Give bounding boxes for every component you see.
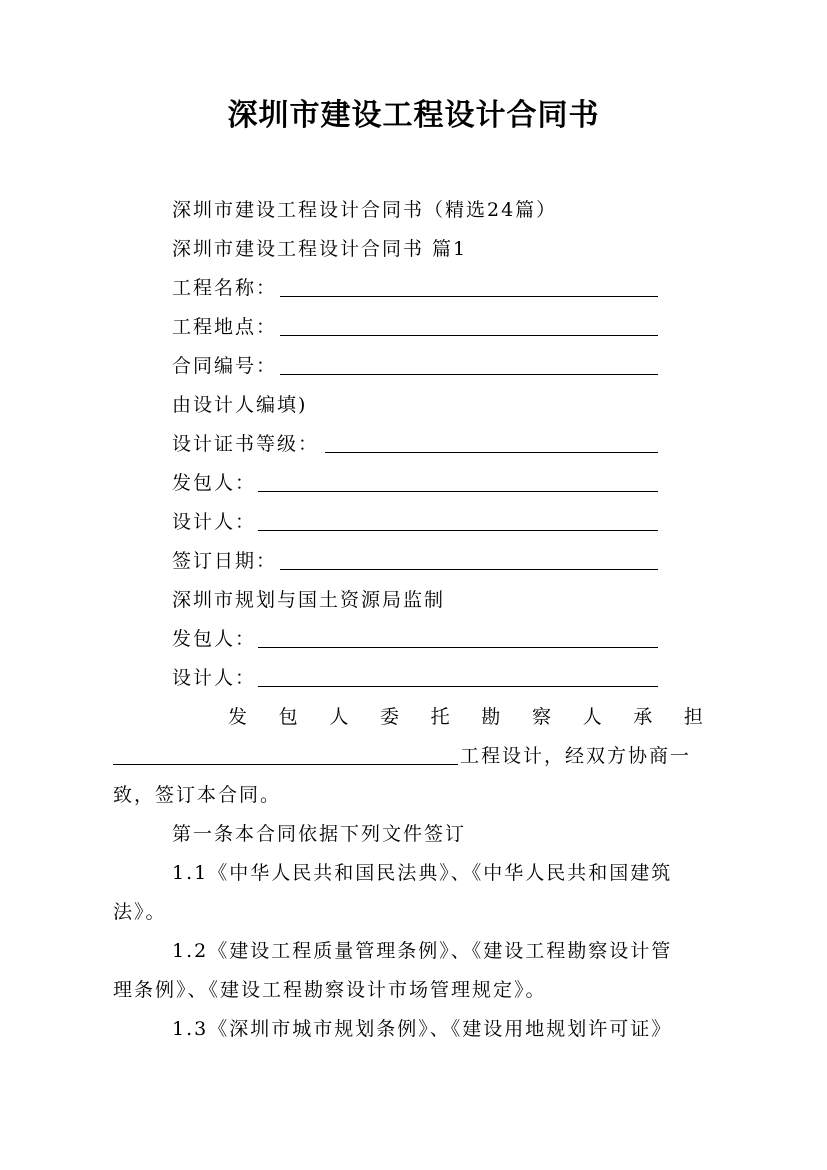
item-1-3-line-1: 1.3《深圳市城市规划条例》、《建设用地规划许可证》 [172, 1018, 673, 1040]
intro-line-1 [228, 706, 703, 729]
designer-blank-2[interactable] [258, 666, 658, 687]
designer-blank[interactable] [258, 510, 658, 531]
designer-label: 设计人： [172, 511, 257, 533]
intro-char: 勘 [481, 706, 501, 728]
item-1-2-line-2: 理条例》、《建设工程勘察设计市场管理规定》。 [113, 979, 547, 1001]
intro-char: 担 [683, 706, 703, 728]
intro-char: 承 [633, 706, 653, 728]
project-location-label: 工程地点： [172, 316, 278, 338]
project-location-blank[interactable] [280, 315, 658, 336]
filled-by-designer-note: 由设计人编填) [172, 394, 308, 416]
contract-number-label: 合同编号： [172, 355, 278, 377]
contract-number-blank[interactable] [280, 354, 658, 375]
section-heading: 深圳市建设工程设计合同书 篇1 [172, 238, 468, 260]
project-name-label: 工程名称： [172, 277, 278, 299]
item-1-2-line-1: 1.2《建设工程质量管理条例》、《建设工程勘察设计管 [172, 940, 673, 962]
article-1-heading: 第一条本合同依据下列文件签订 [172, 823, 467, 845]
client-blank-2[interactable] [258, 627, 658, 648]
designer-label-2: 设计人： [172, 667, 257, 689]
intro-char: 察 [531, 706, 551, 728]
sign-date-blank[interactable] [280, 549, 658, 570]
intro-char: 托 [430, 706, 450, 728]
intro-line-3: 致，签订本合同。 [113, 784, 282, 806]
intro-char: 包 [278, 706, 298, 728]
item-1-1-line-2: 法》。 [113, 901, 167, 923]
intro-char: 委 [379, 706, 399, 728]
intro-char: 发 [228, 706, 248, 728]
project-scope-blank[interactable] [113, 744, 458, 765]
supervisor-text: 深圳市规划与国土资源局监制 [172, 589, 446, 611]
project-name-blank[interactable] [280, 276, 658, 297]
sign-date-label: 签订日期： [172, 550, 278, 572]
client-blank[interactable] [258, 471, 658, 492]
client-label-2: 发包人： [172, 628, 257, 650]
item-1-1-line-1: 1.1《中华人民共和国民法典》、《中华人民共和国建筑 [172, 862, 673, 884]
document-subtitle: 深圳市建设工程设计合同书（精选24篇） [172, 199, 558, 221]
intro-char: 人 [582, 706, 602, 728]
intro-line-2: 工程设计，经双方协商一 [460, 745, 692, 767]
certificate-grade-blank[interactable] [325, 432, 658, 453]
document-title: 深圳市建设工程设计合同书 [227, 98, 600, 133]
client-label: 发包人： [172, 472, 257, 494]
certificate-grade-label: 设计证书等级： [172, 433, 320, 455]
intro-char: 人 [329, 706, 349, 728]
